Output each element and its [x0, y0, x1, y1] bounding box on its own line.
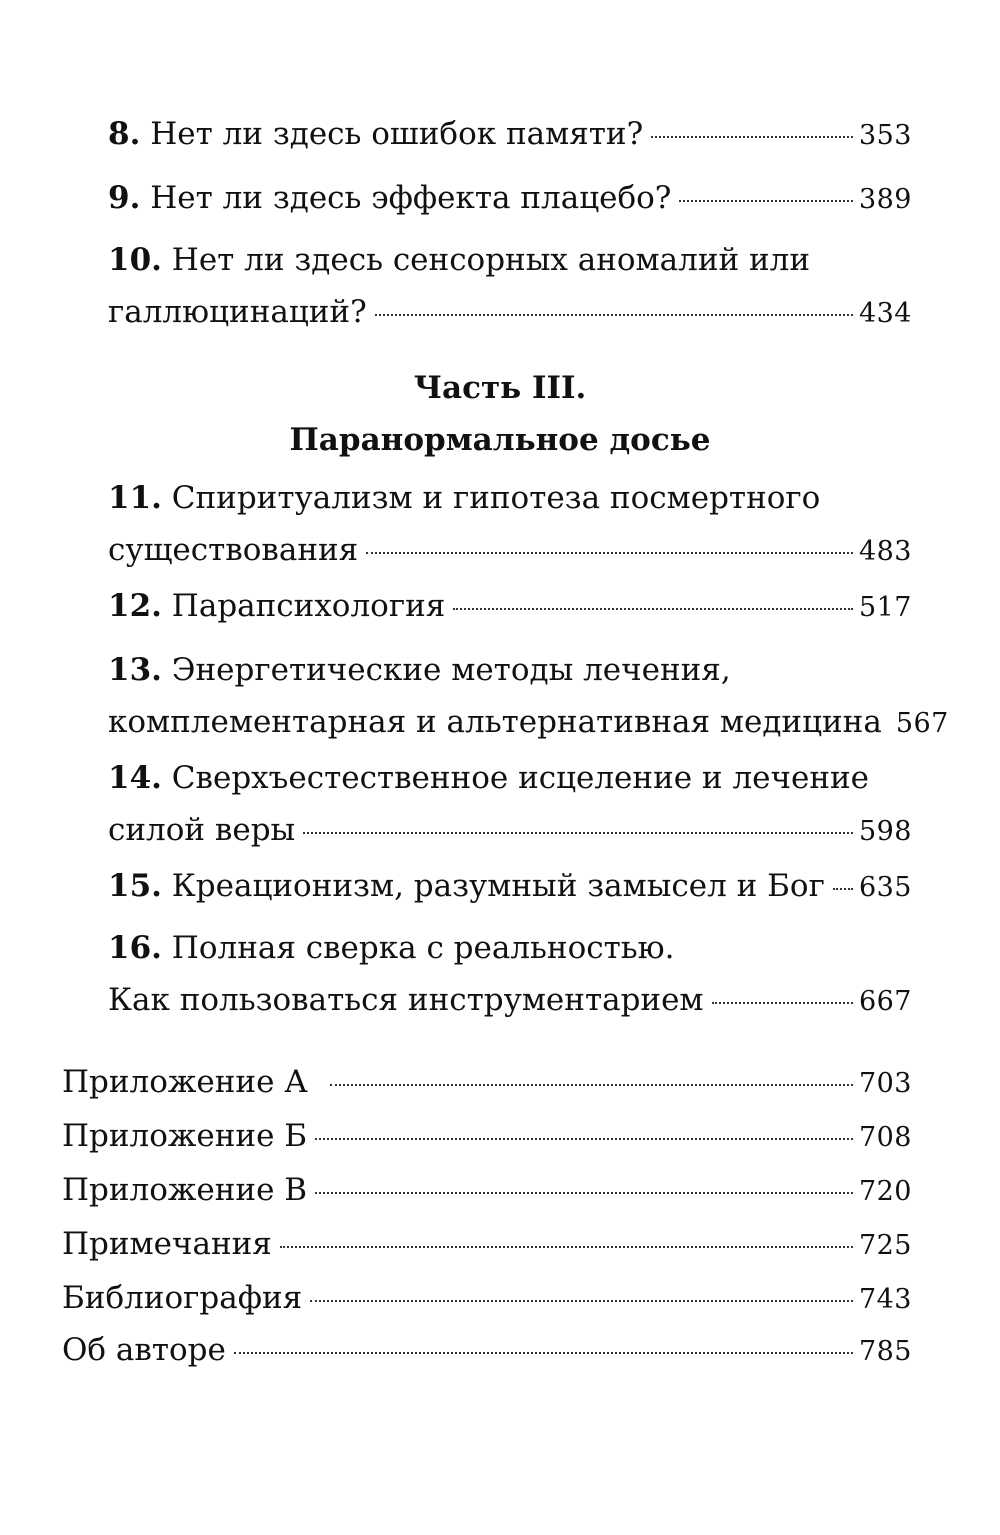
chapter-number: 9.	[108, 180, 141, 216]
page-number: 743	[858, 1284, 912, 1315]
back-matter-title: Об авторе	[62, 1332, 226, 1368]
dot-leader	[330, 1084, 853, 1086]
dot-leader	[303, 832, 853, 834]
dot-leader	[310, 1300, 853, 1302]
dot-leader	[280, 1246, 853, 1248]
back-matter-title: Приложение В	[62, 1172, 308, 1208]
toc-entry-chapter-12[interactable]	[108, 580, 912, 632]
dot-leader	[712, 1002, 853, 1004]
part-heading	[0, 362, 1000, 466]
back-matter-title: Примечания	[62, 1226, 272, 1262]
back-matter-title: Приложение А	[62, 1064, 308, 1100]
dot-leader	[366, 552, 853, 554]
page-number: 483	[858, 536, 912, 567]
page-number: 517	[858, 592, 912, 623]
page-number: 720	[858, 1176, 912, 1207]
part-title-line-2: Паранормальное досье	[289, 422, 711, 458]
chapter-title: Спиритуализм и гипотеза посмертного	[171, 480, 821, 516]
dot-leader	[234, 1352, 853, 1354]
chapter-title: Нет ли здесь эффекта плацебо?	[150, 180, 672, 216]
back-matter-title: Приложение Б	[62, 1118, 308, 1154]
chapter-number: 16.	[108, 930, 162, 966]
page-number: 667	[858, 986, 912, 1017]
chapter-number: 8.	[108, 116, 141, 152]
toc-entry-appendix-b[interactable]	[62, 1110, 912, 1162]
toc-entry-chapter-10[interactable]	[108, 234, 912, 338]
page-number: 389	[858, 184, 912, 215]
toc-entry-chapter-16[interactable]	[108, 922, 912, 1026]
chapter-number: 14.	[108, 760, 162, 796]
toc-entry-chapter-14[interactable]	[108, 752, 912, 856]
chapter-title: Энергетические методы лечения,	[171, 652, 731, 688]
page-number: 598	[858, 816, 912, 847]
chapter-title: Парапсихология	[171, 588, 446, 624]
toc-entry-appendix-a[interactable]	[62, 1056, 912, 1108]
dot-leader	[651, 136, 853, 138]
chapter-number: 11.	[108, 480, 162, 516]
page-number: 434	[858, 298, 912, 329]
chapter-title: Креационизм, разумный замысел и Бог	[171, 868, 825, 904]
chapter-number: 10.	[108, 242, 162, 278]
part-title-line-1: Часть III.	[413, 370, 587, 406]
page-number: 708	[858, 1122, 912, 1153]
chapter-title-continued: галлюцинаций?	[108, 294, 367, 330]
toc-entry-chapter-8[interactable]	[108, 108, 912, 160]
back-matter-title: Библиография	[62, 1280, 303, 1316]
page-number: 725	[858, 1230, 912, 1261]
page-number: 785	[858, 1336, 912, 1367]
toc-entry-chapter-15[interactable]	[108, 860, 912, 912]
chapter-title-continued: комплементарная и альтернативная медицина	[108, 704, 882, 740]
chapter-title: Нет ли здесь сенсорных аномалий или	[171, 242, 811, 278]
chapter-number: 13.	[108, 652, 162, 688]
dot-leader	[375, 314, 853, 316]
toc-entry-notes[interactable]	[62, 1218, 912, 1270]
toc-entry-appendix-v[interactable]	[62, 1164, 912, 1216]
dot-leader	[453, 608, 853, 610]
chapter-number: 12.	[108, 588, 162, 624]
page-number: 353	[858, 120, 912, 151]
page-number: 567	[895, 708, 949, 739]
toc-entry-chapter-9[interactable]	[108, 172, 912, 224]
toc-entry-bibliography[interactable]	[62, 1272, 912, 1324]
chapter-title-continued: существования	[108, 532, 359, 568]
chapter-title: Нет ли здесь ошибок памяти?	[150, 116, 644, 152]
chapter-title: Полная сверка с реальностью.	[171, 930, 675, 966]
chapter-title-continued: Как пользоваться инструментарием	[108, 982, 704, 1018]
chapter-title-continued: силой веры	[108, 812, 296, 848]
chapter-number: 15.	[108, 868, 162, 904]
dot-leader	[833, 888, 853, 890]
dot-leader	[315, 1192, 853, 1194]
page-number: 703	[858, 1068, 912, 1099]
page-number: 635	[858, 872, 912, 903]
toc-entry-chapter-13[interactable]	[108, 644, 949, 748]
dot-leader	[679, 200, 853, 202]
dot-leader	[315, 1138, 853, 1140]
chapter-title: Сверхъестественное исцеление и лечение	[171, 760, 869, 796]
toc-entry-about-author[interactable]	[62, 1324, 912, 1376]
toc-entry-chapter-11[interactable]	[108, 472, 912, 576]
